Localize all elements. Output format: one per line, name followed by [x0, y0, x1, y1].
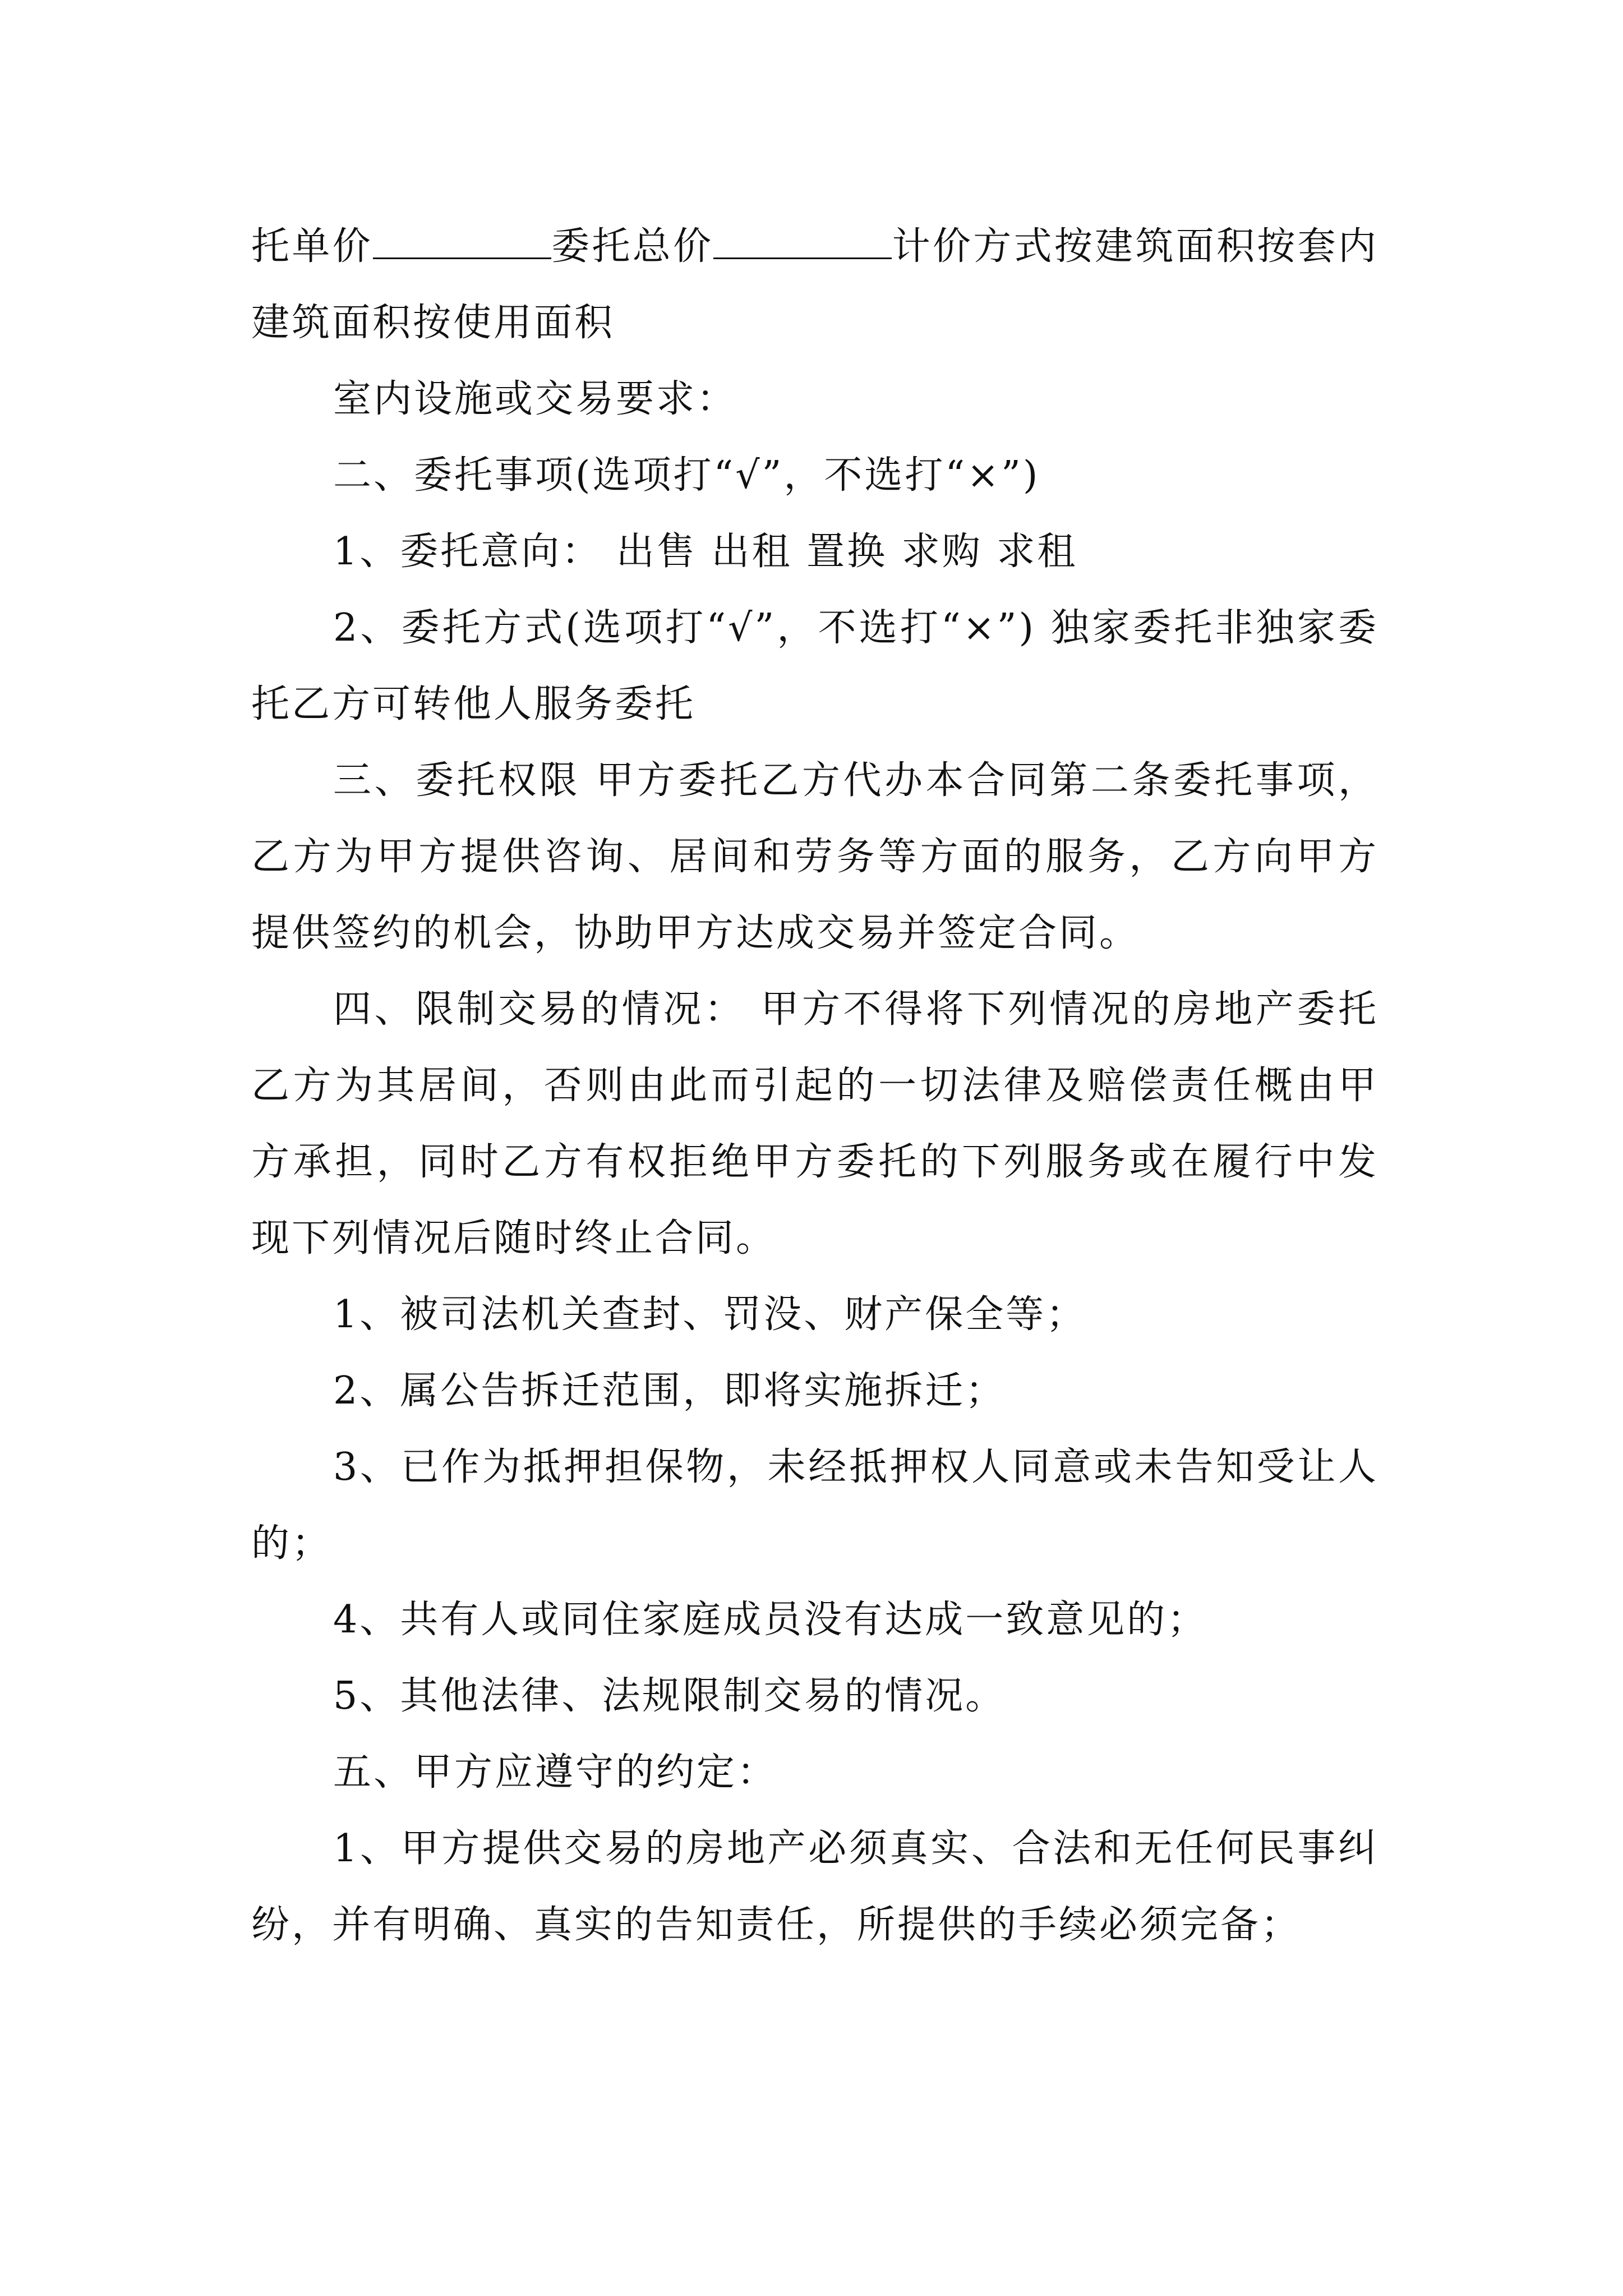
total-price-blank	[713, 224, 892, 259]
paragraph-intent: 1、委托意向： 出售 出租 置换 求购 求租	[333, 530, 1078, 574]
unit-price-label: 托单价	[251, 224, 373, 269]
total-price-label: 委托总价	[551, 224, 714, 269]
section-5-heading: 五、甲方应遵守的约定：	[333, 1750, 778, 1795]
restriction-item-2: 2、属公告拆迁范围，即将实施拆迁；	[333, 1369, 1006, 1413]
section-3-authority: 三、委托权限 甲方委托乙方代办本合同第二条委托事项，乙方为甲方提供咨询、居间和劳务等方面的服务，乙方向甲方提供签约的机会，协助甲方达成交易并签定合同。	[251, 758, 1378, 955]
paragraph-method: 2、委托方式(选项打“√”，不选打“×”) 独家委托非独家委托乙方可转他人服务委托	[251, 606, 1378, 726]
paragraph-facilities: 室内设施或交易要求：	[333, 377, 737, 421]
section-4-restrictions: 四、限制交易的情况： 甲方不得将下列情况的房地产委托乙方为其居间，否则由此而引起的一切法律及赔偿责任概由甲方承担，同时乙方有权拒绝甲方委托的下列服务或在履行中发现下列情况后随时终止合同。	[251, 987, 1378, 1260]
paragraph-price	[251, 209, 1378, 361]
unit-price-blank	[373, 224, 551, 259]
pricing-method-text: 计价方式按建筑面积按套内建筑面积按使用面积	[251, 224, 1378, 345]
restriction-item-3: 3、已作为抵押担保物，未经抵押权人同意或未告知受让人的；	[251, 1445, 1378, 1566]
restriction-item-4: 4、共有人或同住家庭成员没有达成一致意见的；	[333, 1598, 1208, 1642]
party-a-item-1: 1、甲方提供交易的房地产必须真实、合法和无任何民事纠纷，并有明确、真实的告知责任，所提供的手续必须完备；	[251, 1826, 1378, 1947]
restriction-item-5: 5、其他法律、法规限制交易的情况。	[333, 1674, 1006, 1718]
document-body	[251, 209, 1378, 1963]
restriction-item-1: 1、被司法机关查封、罚没、财产保全等；	[333, 1292, 1087, 1337]
section-2-heading: 二、委托事项(选项打“√”，不选打“×”)	[333, 453, 1040, 498]
